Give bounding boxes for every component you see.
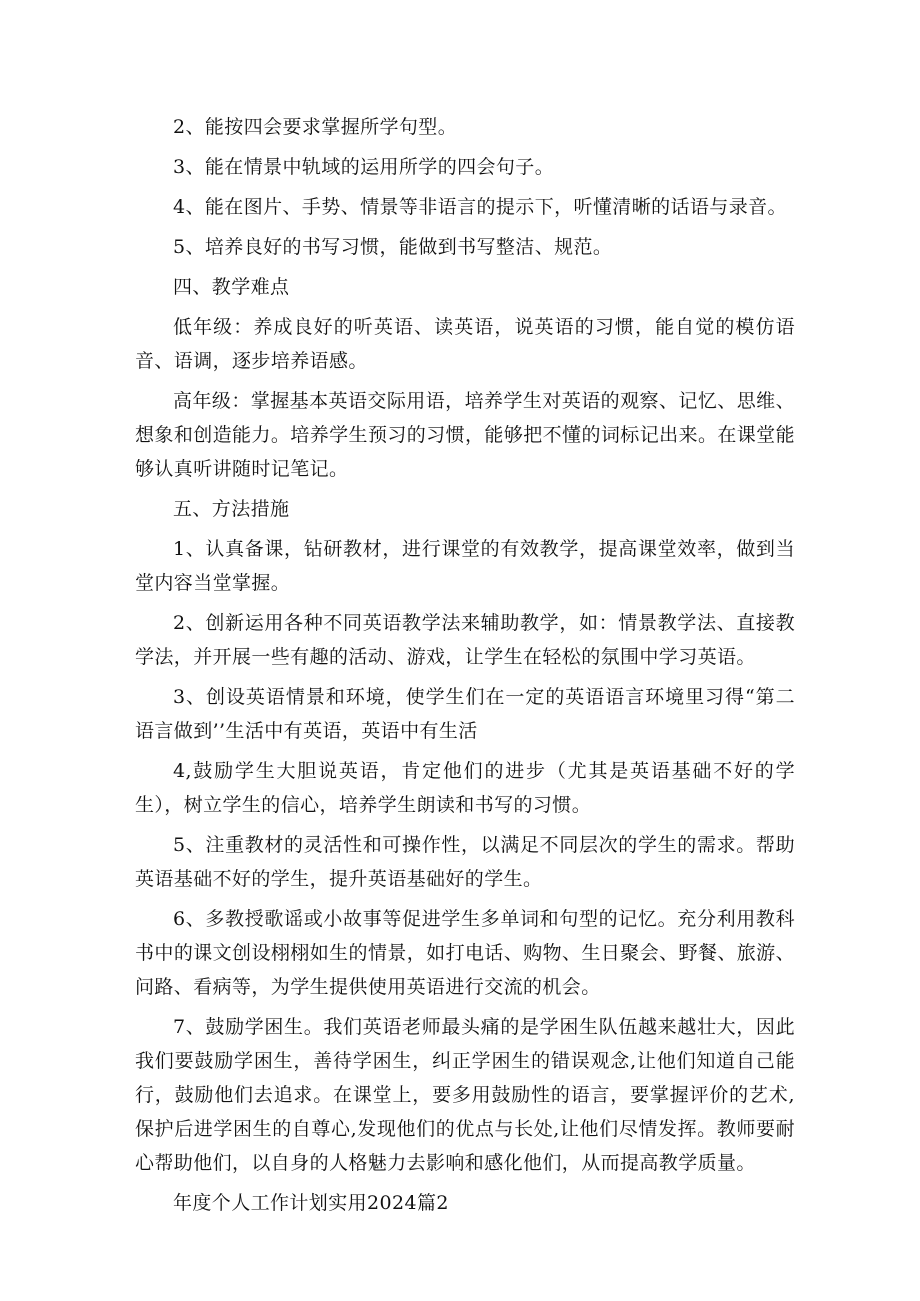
document-body	[135, 110, 795, 1220]
paragraph-lower-grade: 低年级：养成良好的听英语、读英语，说英语的习惯，能自觉的模仿语音、语调，逐步培养语感。	[135, 316, 795, 372]
paragraph-method-7: 7、鼓励学困生。我们英语老师最头痛的是学困生队伍越来越壮大，因此我们要鼓励学困生，善待学困生，纠正学困生的错误观念,让他们知道自己能行，鼓励他们去追求。在课堂上，要多用鼓励性的语言，要掌握评价的艺术,保护后进学困生的自尊心,发现他们的优点与长处,让他们尽情发挥。教师要耐心帮助他们，以自身的人格魅力去影响和感化他们，从而提高教学质量。	[135, 1016, 795, 1174]
section-heading-methods: 五、方法措施	[173, 498, 290, 520]
section-heading-difficulties: 四、教学难点	[173, 276, 290, 298]
paragraph-upper-grade: 高年级：掌握基本英语交际用语，培养学生对英语的观察、记忆、思维、想象和创造能力。培养学生预习的习惯，能够把不懂的词标记出来。在课堂能够认真听讲随时记笔记。	[135, 390, 795, 480]
paragraph-method-3: 3、创设英语情景和环境，使学生们在一定的英语语言环境里习得“第二语言做到’’生活中有英语，英语中有生活	[135, 686, 795, 742]
paragraph-method-4: 4,鼓励学生大胆说英语，肯定他们的进步（尤其是英语基础不好的学生），树立学生的信心，培养学生朗读和书写的习惯。	[135, 760, 795, 816]
paragraph-method-6: 6、多教授歌谣或小故事等促进学生多单词和句型的记忆。充分利用教科书中的课文创设栩栩如生的情景，如打电话、购物、生日聚会、野餐、旅游、问路、看病等，为学生提供使用英语进行交流的机会。	[135, 908, 795, 998]
section-title-plan-2: 年度个人工作计划实用2024篇2	[173, 1192, 449, 1214]
paragraph-method-5: 5、注重教材的灵活性和可操作性，以满足不同层次的学生的需求。帮助英语基础不好的学生，提升英语基础好的学生。	[135, 834, 795, 890]
paragraph-objective-5: 5、培养良好的书写习惯，能做到书写整洁、规范。	[173, 236, 613, 258]
paragraph-objective-3: 3、能在情景中轨域的运用所学的四会句子。	[173, 156, 555, 178]
paragraph-objective-2: 2、能按四会要求掌握所学句型。	[173, 116, 458, 138]
paragraph-method-1: 1、认真备课，钻研教材，进行课堂的有效教学，提高课堂效率，做到当堂内容当堂掌握。	[135, 538, 795, 594]
paragraph-method-2: 2、创新运用各种不同英语教学法来辅助教学，如：情景教学法、直接教学法，并开展一些有趣的活动、游戏，让学生在轻松的氛围中学习英语。	[135, 612, 795, 668]
paragraph-objective-4: 4、能在图片、手势、情景等非语言的提示下，听懂清晰的话语与录音。	[173, 196, 787, 218]
